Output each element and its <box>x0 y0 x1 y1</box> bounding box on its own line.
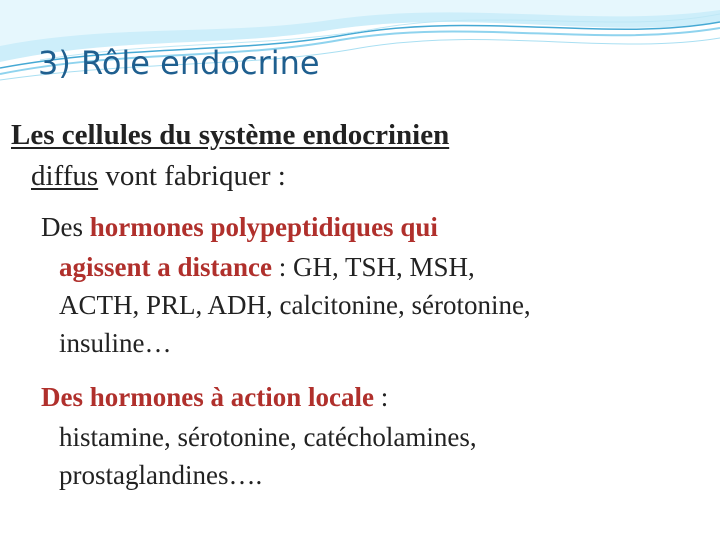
point2-rest-3: insuline… <box>59 328 172 358</box>
bullet-point-3 <box>40 378 710 494</box>
point2-emph-2: agissent a distance <box>59 252 273 282</box>
point2-lead: Des <box>41 212 90 242</box>
point3-rest-0: : <box>373 382 389 412</box>
slide-title: 3) Rôle endocrine <box>38 44 320 82</box>
point1-part-a: Les cellules du système endocrinien <box>11 119 450 151</box>
point1-part-b: diffus <box>31 160 99 192</box>
point3-rest-2: prostaglandines…. <box>59 460 263 490</box>
point1-part-c: vont fabriquer : <box>98 160 286 192</box>
point3-rest-1: histamine, sérotonine, catécholamines, <box>59 422 477 452</box>
point2-rest-1: : GH, TSH, MSH, <box>272 252 475 282</box>
point2-emph-1: hormones polypeptidiques qui <box>89 212 438 242</box>
point3-emph: Des hormones à action locale <box>41 382 374 412</box>
bullet-point-2 <box>40 208 710 362</box>
point2-rest-2: ACTH, PRL, ADH, calcitonine, sérotonine, <box>59 290 531 320</box>
bullet-point-1 <box>10 116 710 195</box>
